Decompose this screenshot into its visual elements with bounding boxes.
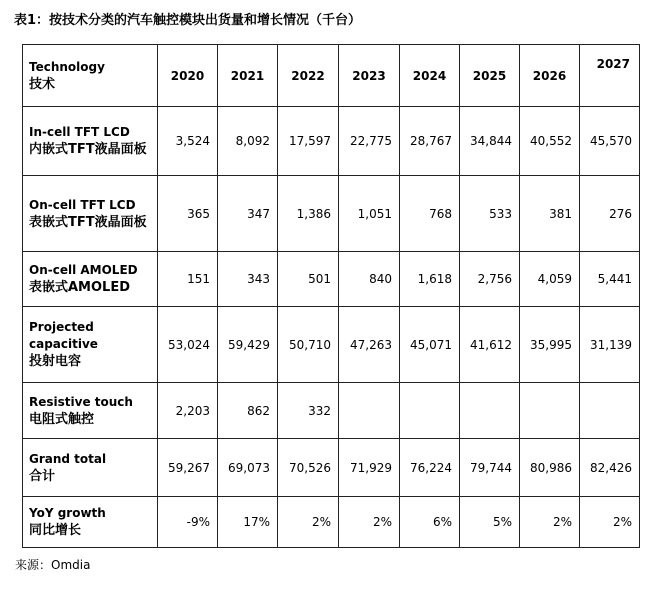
- value-cell: [460, 383, 520, 439]
- value-cell: 22,775: [339, 107, 400, 176]
- value-cell: [520, 383, 580, 439]
- year-header: 2026: [520, 45, 580, 107]
- value-cell: 8,092: [218, 107, 278, 176]
- value-cell: 2%: [580, 497, 640, 548]
- row-label-zh: 内嵌式TFT液晶面板: [29, 142, 147, 157]
- row-label-cell: [23, 176, 158, 252]
- value-cell: 862: [218, 383, 278, 439]
- row-label-cell: [23, 439, 158, 497]
- value-cell: 533: [460, 176, 520, 252]
- value-cell: 501: [278, 252, 339, 307]
- value-cell: 2%: [520, 497, 580, 548]
- year-header: 2023: [339, 45, 400, 107]
- year-header: 2025: [460, 45, 520, 107]
- value-cell: 1,051: [339, 176, 400, 252]
- value-cell: 840: [339, 252, 400, 307]
- table-row: [23, 252, 640, 307]
- row-label-zh: 表嵌式AMOLED: [29, 280, 131, 295]
- table-row: [23, 497, 640, 548]
- value-cell: 76,224: [400, 439, 460, 497]
- table-row: [23, 176, 640, 252]
- table-row: [23, 439, 640, 497]
- header-label-zh: 技术: [29, 76, 56, 92]
- value-cell: 365: [158, 176, 218, 252]
- value-cell: 80,986: [520, 439, 580, 497]
- value-cell: 2,203: [158, 383, 218, 439]
- value-cell: 343: [218, 252, 278, 307]
- value-cell: 4,059: [520, 252, 580, 307]
- value-cell: 1,618: [400, 252, 460, 307]
- row-label-cell: [23, 307, 158, 383]
- row-label-zh: 同比增长: [29, 523, 82, 538]
- value-cell: 69,073: [218, 439, 278, 497]
- value-cell: 17%: [218, 497, 278, 548]
- value-cell: 79,744: [460, 439, 520, 497]
- table-row: [23, 383, 640, 439]
- value-cell: [339, 383, 400, 439]
- year-header: 2020: [158, 45, 218, 107]
- row-label-en: On-cell TFT LCD: [29, 197, 136, 212]
- year-header: 2024: [400, 45, 460, 107]
- year-header: 2022: [278, 45, 339, 107]
- value-cell: 59,267: [158, 439, 218, 497]
- value-cell: 2%: [339, 497, 400, 548]
- header-label-en: Technology: [29, 59, 105, 74]
- value-cell: 5,441: [580, 252, 640, 307]
- value-cell: 6%: [400, 497, 460, 548]
- row-label-en: On-cell AMOLED: [29, 263, 138, 277]
- row-label-zh: 投射电容: [29, 354, 82, 369]
- value-cell: 71,929: [339, 439, 400, 497]
- value-cell: 82,426: [580, 439, 640, 497]
- value-cell: 381: [520, 176, 580, 252]
- row-label-en: Grand total: [29, 451, 107, 466]
- year-header: 2021: [218, 45, 278, 107]
- row-label-cell: [23, 383, 158, 439]
- value-cell: [400, 383, 460, 439]
- value-cell: 151: [158, 252, 218, 307]
- table-row: [23, 107, 640, 176]
- value-cell: 28,767: [400, 107, 460, 176]
- value-cell: 347: [218, 176, 278, 252]
- row-label-cell: [23, 252, 158, 307]
- row-label-zh: 表嵌式TFT液晶面板: [29, 214, 147, 230]
- value-cell: 59,429: [218, 307, 278, 383]
- row-label-en: In-cell TFT LCD: [29, 125, 130, 139]
- row-label-zh: 电阻式触控: [29, 411, 95, 427]
- value-cell: 2,756: [460, 252, 520, 307]
- value-cell: 31,139: [580, 307, 640, 383]
- row-label-cell: [23, 497, 158, 548]
- source-note: 来源：Omdia: [15, 558, 91, 572]
- value-cell: 768: [400, 176, 460, 252]
- header-row: [23, 45, 640, 107]
- value-cell: 45,570: [580, 107, 640, 176]
- value-cell: 5%: [460, 497, 520, 548]
- row-label-en: Resistive touch: [29, 394, 133, 409]
- row-label-en: YoY growth: [29, 506, 106, 520]
- row-label-cell: [23, 107, 158, 176]
- value-cell: 35,995: [520, 307, 580, 383]
- value-cell: [580, 383, 640, 439]
- shipment-table: [22, 44, 640, 548]
- row-label-en: Projected capacitive: [29, 320, 98, 351]
- value-cell: -9%: [158, 497, 218, 548]
- value-cell: 40,552: [520, 107, 580, 176]
- value-cell: 47,263: [339, 307, 400, 383]
- value-cell: 2%: [278, 497, 339, 548]
- table-row: [23, 307, 640, 383]
- value-cell: 70,526: [278, 439, 339, 497]
- value-cell: 34,844: [460, 107, 520, 176]
- value-cell: 53,024: [158, 307, 218, 383]
- value-cell: 332: [278, 383, 339, 439]
- value-cell: 17,597: [278, 107, 339, 176]
- value-cell: 276: [580, 176, 640, 252]
- value-cell: 41,612: [460, 307, 520, 383]
- year-header: 2027: [580, 45, 640, 107]
- row-label-zh: 合计: [29, 468, 56, 484]
- value-cell: 50,710: [278, 307, 339, 383]
- table-title: 表1：按技术分类的汽车触控模块出货量和增长情况（千台）: [14, 13, 362, 28]
- value-cell: 1,386: [278, 176, 339, 252]
- value-cell: 45,071: [400, 307, 460, 383]
- value-cell: 3,524: [158, 107, 218, 176]
- header-label-cell: [23, 45, 158, 107]
